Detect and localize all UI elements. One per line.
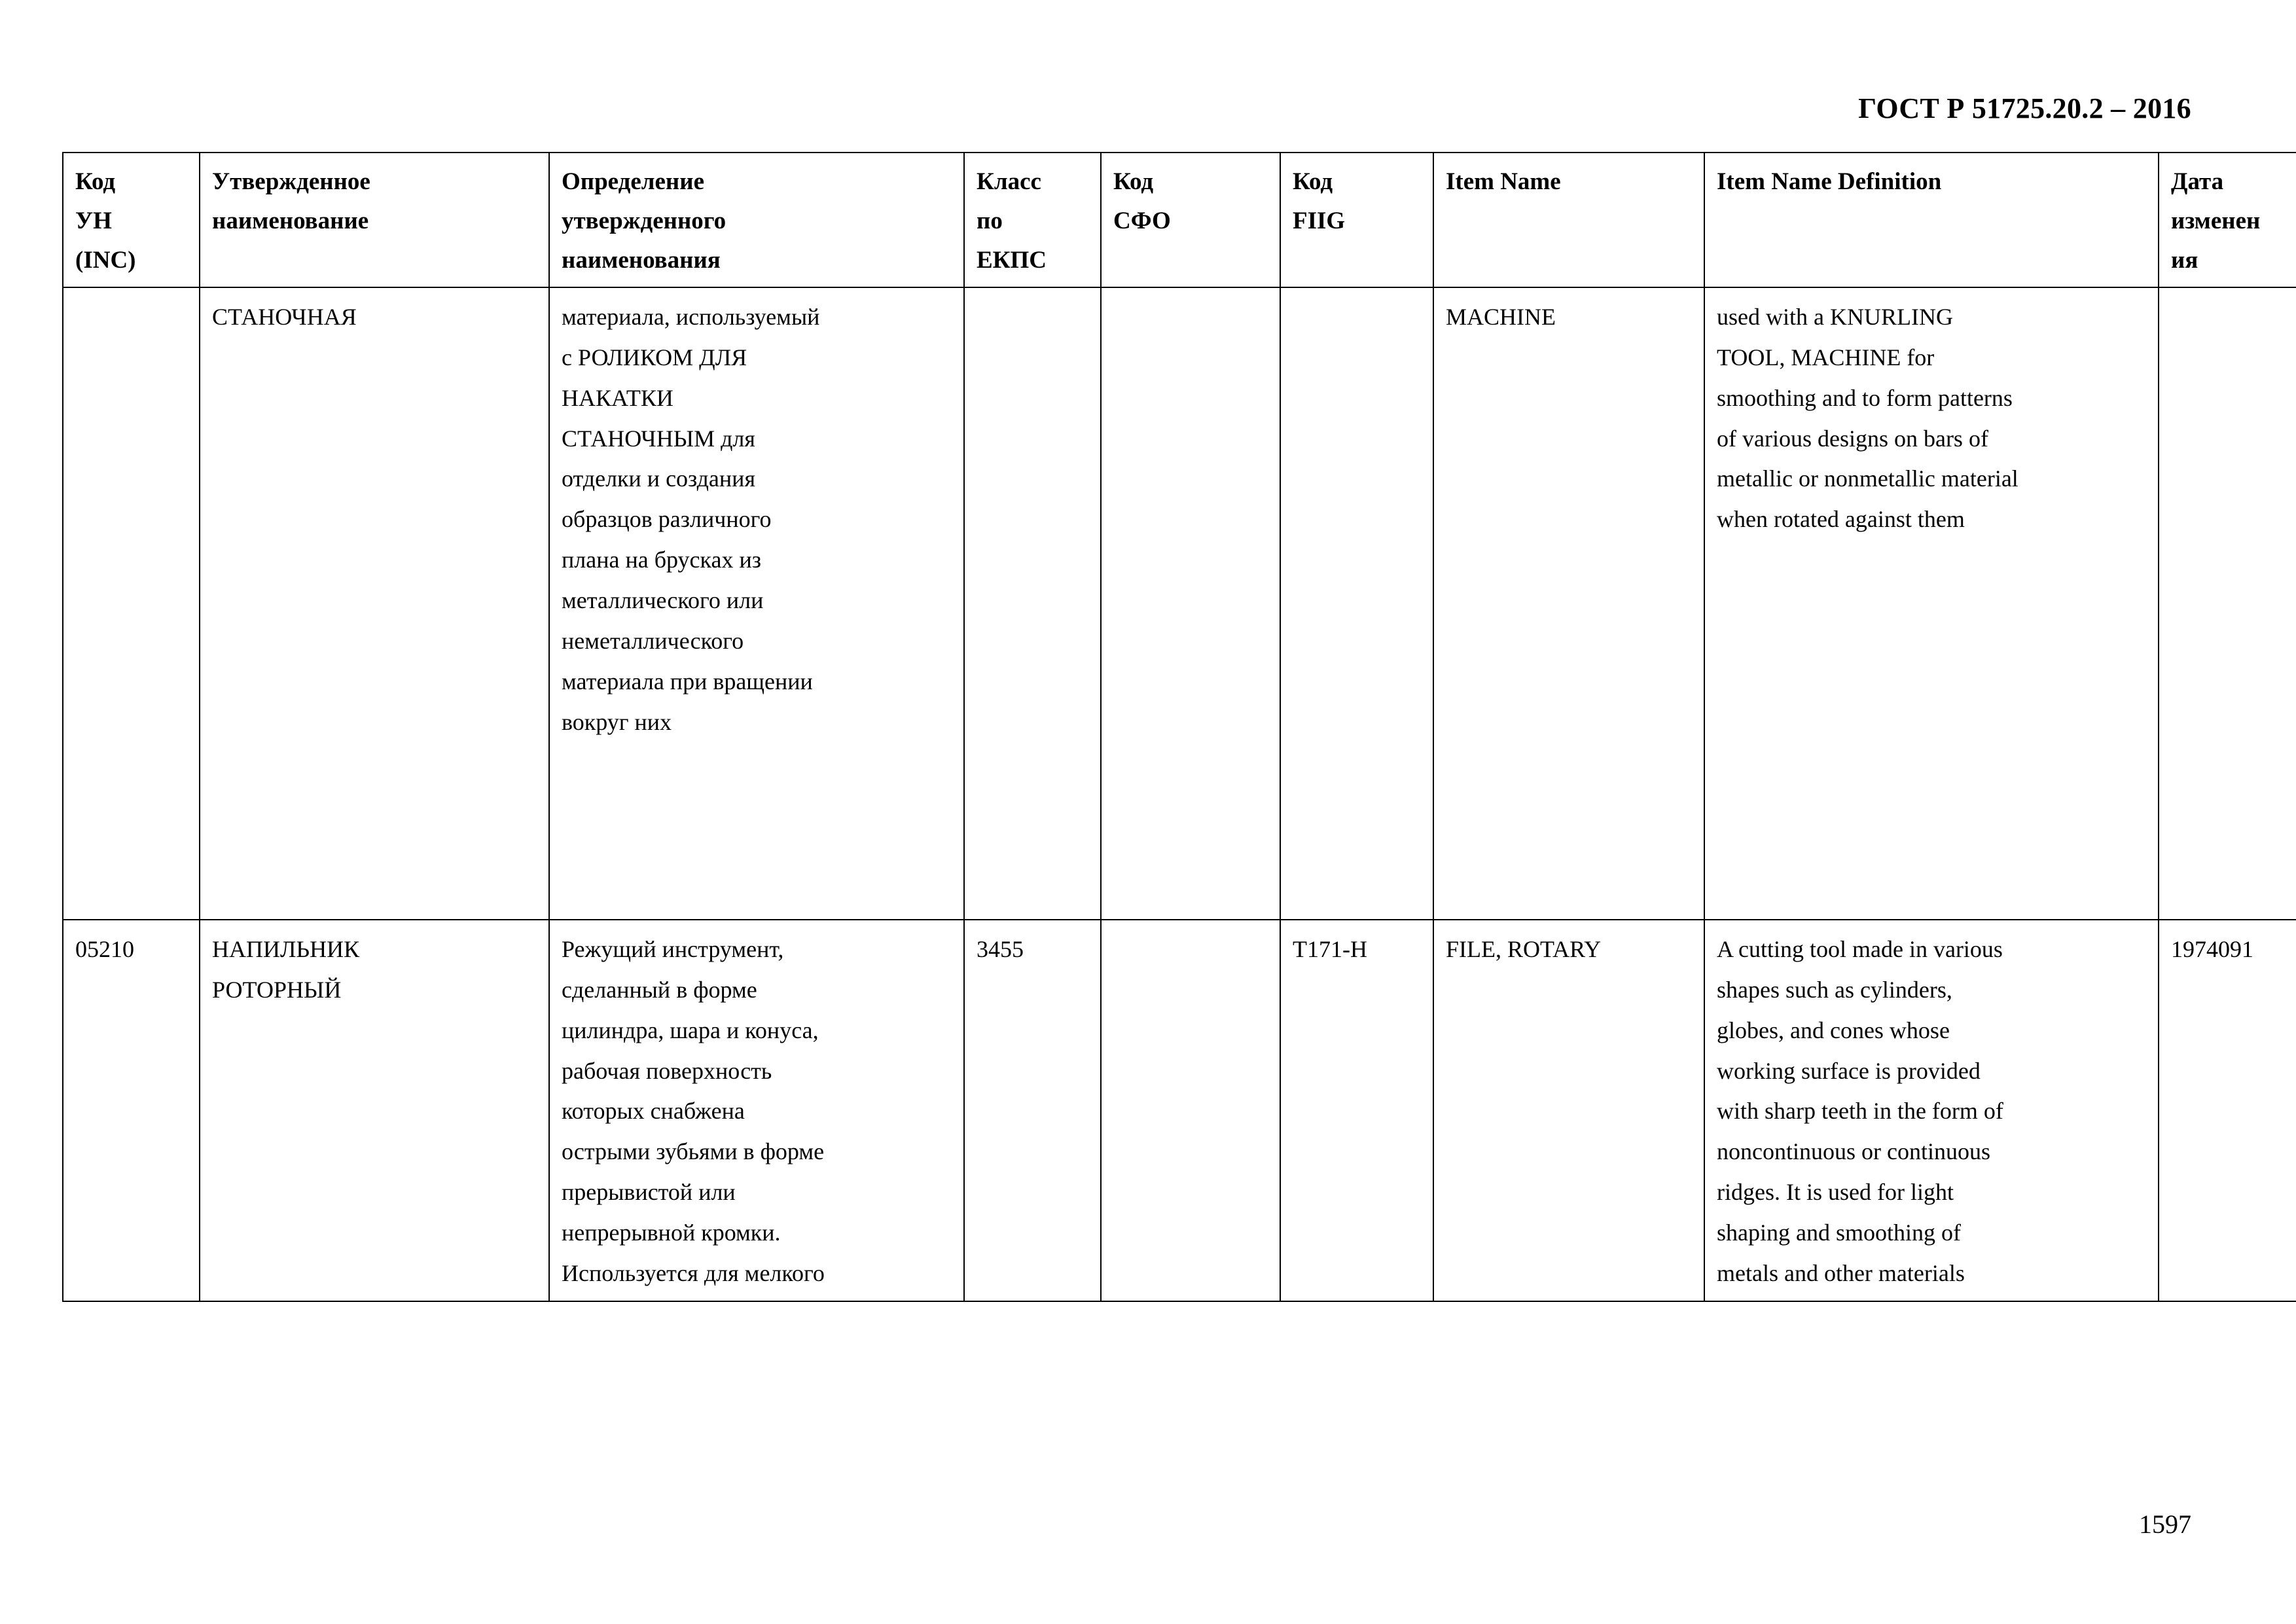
cell-item-name-definition: A cutting tool made in various shapes such as cylinders, globes, and cones whose working surface is provided with sharp teeth in the form of noncontinuous or continuous ridges. It is used for light shaping and smoothing of metals and other materials bbox=[1704, 920, 2159, 1301]
cell-sfo-code bbox=[1101, 920, 1280, 1301]
column-header-ekps-class: Класс по ЕКПС bbox=[964, 153, 1101, 287]
cell-sfo-code bbox=[1101, 287, 1280, 920]
item-name-table bbox=[62, 152, 2296, 1302]
table-row bbox=[63, 920, 2296, 1301]
cell-item-name: MACHINE bbox=[1433, 287, 1704, 920]
page-header-standard: ГОСТ Р 51725.20.2 – 2016 bbox=[1858, 92, 2191, 124]
column-header-sfo-code: Код СФО bbox=[1101, 153, 1280, 287]
cell-item-name: FILE, ROTARY bbox=[1433, 920, 1704, 1301]
cell-approved-name-definition: материала, используемый с РОЛИКОМ ДЛЯ НАКАТКИ СТАНОЧНЫМ для отделки и создания образцов различного плана на брусках из металлического или неметаллического материала при вращении вокруг них bbox=[549, 287, 964, 920]
column-header-change-date: Дата изменен ия bbox=[2159, 153, 2296, 287]
cell-item-name-definition: used with a KNURLING TOOL, MACHINE for smoothing and to form patterns of various designs on bars of metallic or nonmetallic material when rotated against them bbox=[1704, 287, 2159, 920]
page-number: 1597 bbox=[2139, 1509, 2191, 1539]
column-header-inc: Код УН (INC) bbox=[63, 153, 200, 287]
table-row bbox=[63, 287, 2296, 920]
table-header-row bbox=[63, 153, 2296, 287]
cell-approved-name-definition: Режущий инструмент, сделанный в форме цилиндра, шара и конуса, рабочая поверхность которых снабжена острыми зубьями в форме прерывистой или непрерывной кромки. Используется для мелкого bbox=[549, 920, 964, 1301]
cell-inc: 05210 bbox=[63, 920, 200, 1301]
cell-fiig-code bbox=[1280, 287, 1433, 920]
cell-approved-name: СТАНОЧНАЯ bbox=[200, 287, 549, 920]
cell-ekps-class bbox=[964, 287, 1101, 920]
column-header-fiig-code: Код FIIG bbox=[1280, 153, 1433, 287]
column-header-item-name-definition: Item Name Definition bbox=[1704, 153, 2159, 287]
column-header-approved-name-definition: Определение утвержденного наименования bbox=[549, 153, 964, 287]
cell-ekps-class: 3455 bbox=[964, 920, 1101, 1301]
column-header-item-name: Item Name bbox=[1433, 153, 1704, 287]
column-header-approved-name: Утвержденное наименование bbox=[200, 153, 549, 287]
cell-change-date bbox=[2159, 287, 2296, 920]
cell-inc bbox=[63, 287, 200, 920]
cell-approved-name: НАПИЛЬНИК РОТОРНЫЙ bbox=[200, 920, 549, 1301]
cell-change-date: 1974091 bbox=[2159, 920, 2296, 1301]
cell-fiig-code: T171-H bbox=[1280, 920, 1433, 1301]
